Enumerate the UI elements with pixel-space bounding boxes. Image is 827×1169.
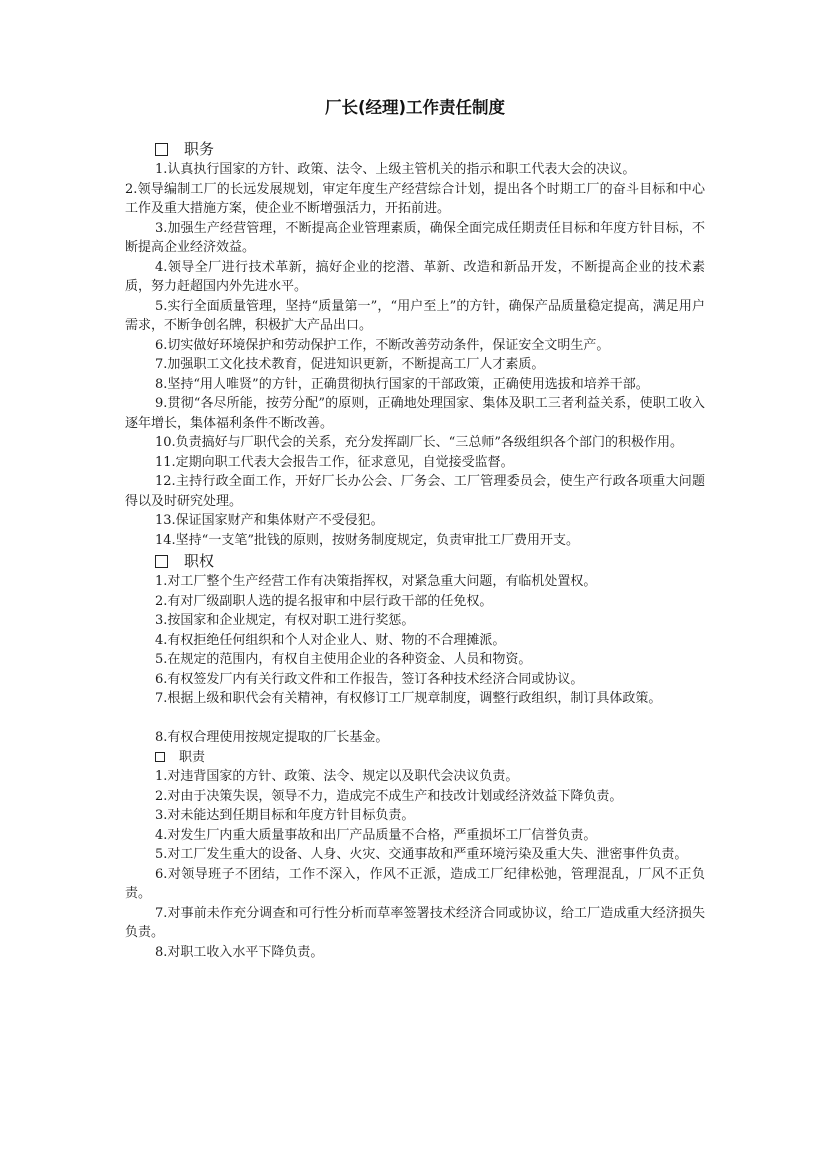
list-item: 11.定期向职工代表大会报告工作，征求意见，自觉接受监督。 [155, 454, 514, 470]
list-item: 12.主持行政全面工作，开好厂长办公会、厂务会、工厂管理委员会，使生产行政各项重大问题得以及时研究处理。 [125, 474, 705, 509]
document-title: 厂长(经理)工作责任制度 [324, 98, 506, 117]
section-heading-label: 职权 [184, 552, 215, 570]
list-item: 3.按国家和企业规定，有权对职工进行奖惩。 [155, 613, 415, 628]
list-item: 1.对工厂整个生产经营工作有决策指挥权，对紧急重大问题，有临机处置权。 [155, 574, 597, 589]
list-item: 4.领导全厂进行技术革新，搞好企业的挖潜、革新、改造和新品开发，不断提高企业的技术素质，努力赶超国内外先进水平。 [125, 259, 705, 294]
list-item: 8.对职工收入水平下降负责。 [155, 944, 324, 960]
list-item: 2.有对厂级副职人选的提名报审和中层行政干部的任免权。 [155, 593, 493, 609]
list-item: 2.领导编制工厂的长远发展规划，审定年度生产经营综合计划，提出各个时期工厂的奋斗目标和中心工作及重大措施方案，使企业不断增强活力，开拓前进。 [125, 181, 705, 216]
list-item: 8.坚持“用人唯贤”的方针，正确贯彻执行国家的干部政策，正确使用选拔和培养干部。 [155, 376, 649, 392]
list-item: 7.对事前未作充分调查和可行性分析而草率签署技术经济合同或协议，给工厂造成重大经济损失负责。 [125, 905, 705, 940]
list-item: 6.有权签发厂内有关行政文件和工作报告，签订各种技术经济合同或协议。 [155, 671, 584, 687]
list-item: 13.保证国家财产和集体财产不受侵犯。 [155, 513, 384, 528]
list-item: 2.对由于决策失误，领导不力，造成完不成生产和技改计划或经济效益下降负责。 [155, 788, 623, 804]
list-item: 9.贯彻“各尽所能，按劳分配”的原则，正确地处理国家、集体及职工三者利益关系，使职工收入逐年增长，集体福利条件不断改善。 [125, 396, 705, 431]
list-item: 6.对领导班子不团结，工作不深入，作风不正派，造成工厂纪律松弛，管理混乱，厂风不正负责。 [125, 866, 705, 901]
list-item: 5.在规定的范围内，有权自主使用企业的各种资金、人员和物资。 [155, 652, 532, 667]
checkbox-square-icon [155, 555, 168, 568]
section-heading-label: 职务 [184, 140, 215, 158]
blank-line [125, 709, 705, 729]
list-item: 7.加强职工文化技术教育，促进知识更新，不断提高工厂人才素质。 [155, 357, 545, 372]
section-heading-duties [125, 138, 705, 160]
document-page [125, 96, 705, 962]
checkbox-square-icon [155, 752, 165, 762]
list-item: 4.对发生厂内重大质量事故和出厂产品质量不合格，严重损坏工厂信誉负责。 [155, 827, 597, 843]
list-item: 3.加强生产经营管理，不断提高企业管理素质，确保全面完成任期责任目标和年度方针目标，不断提高企业经济效益。 [125, 220, 705, 255]
list-item: 5.对工厂发生重大的设备、人身、火灾、交通事故和严重环境污染及重大失、泄密事件负责。 [155, 847, 688, 862]
list-item: 10.负责搞好与厂职代会的关系，充分发挥副厂长、“三总师”各级组织各个部门的积极作用。 [155, 435, 683, 450]
list-item: 14.坚持“一支笔”批钱的原则，按财务制度规定，负责审批工厂费用开支。 [155, 532, 579, 548]
section-heading-powers [125, 550, 705, 572]
list-item: 1.认真执行国家的方针、政策、法令、上级主管机关的指示和职工代表大会的决议。 [155, 162, 636, 177]
list-item: 6.切实做好环境保护和劳动保护工作，不断改善劳动条件，保证安全文明生产。 [155, 337, 610, 353]
list-item: 7.根据上级和职代会有关精神，有权修订工厂规章制度，调整行政组织，制订具体政策。 [155, 691, 662, 706]
list-item: 4.有权拒绝任何组织和个人对企业人、财、物的不合理摊派。 [155, 632, 506, 648]
checkbox-square-icon [155, 143, 168, 156]
section-heading-responsibilities [125, 748, 705, 768]
list-item: 8.有权合理使用按规定提取的厂长基金。 [155, 730, 389, 745]
section-heading-label: 职责 [179, 749, 206, 765]
list-item: 3.对未能达到任期目标和年度方针目标负责。 [155, 808, 415, 823]
list-item: 1.对违背国家的方针、政策、法令、规定以及职代会决议负责。 [155, 769, 519, 784]
list-item: 5.实行全面质量管理，坚持“质量第一”，“用户至上”的方针，确保产品质量稳定提高，满足用户需求，不断争创名牌，积极扩大产品出口。 [125, 298, 705, 333]
